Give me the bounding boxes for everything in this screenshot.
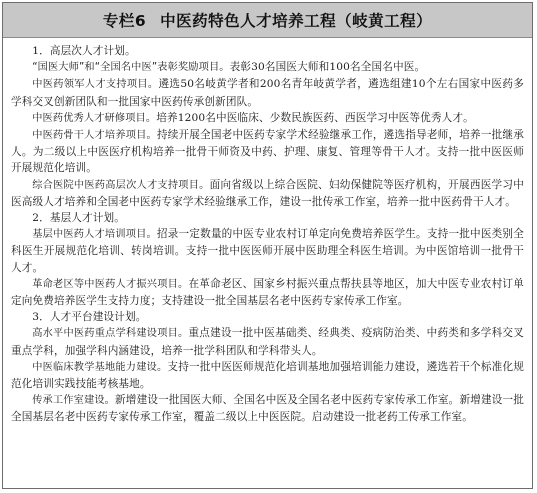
item-text: 重点建设一批中医基础类、经典类、疫病防治类、中药类和多学科交叉重点学科，加强学科内涵建设，培养一批学科团队和学科带头人。 [11, 327, 524, 357]
item-text: 面向省级以上综合医院、妇幼保健院等医疗机构，开展西医学习中医高级人才培养和全国老中医药专家学术经验继承工作，建设一批传承工作室，培养一批中医药骨干人才。 [11, 178, 524, 208]
item-lead: 综合医院中医药高层次人才支持项目。 [32, 179, 210, 191]
item-text: 新增建设一批国医大师、全国名中医及全国名老中医药专家传承工作室。新增建设一批全国基层名老中医药专家传承工作室，覆盖二级以上中医医院。启动建设一批老药工传承工作室。 [11, 394, 524, 424]
item-text: 遴选50名岐黄学者和200名青年岐黄学者，遴选组建10个左右国家中医药多学科交叉创新团队和一批国家中医药传承创新团队。 [11, 78, 524, 108]
list-item [11, 392, 524, 425]
item-lead: 革命老区等中医药人才振兴项目。 [32, 278, 189, 290]
item-text: 培养1200名中医临床、少数民族医药、西医学习中医等优秀人才。 [156, 111, 474, 124]
list-item [11, 325, 524, 358]
item-text: 表彰30名国医大师和100名全国名中医。 [229, 61, 426, 74]
section-heading: 1．高层次人才计划。 [32, 45, 136, 57]
list-item [11, 226, 524, 276]
section-heading: 3．人才平台建设计划。 [32, 311, 147, 324]
item-lead: 传承工作室建设。 [32, 395, 116, 407]
column-box [2, 2, 533, 489]
item-lead: 基层中医药人才培训项目。 [32, 229, 157, 241]
column-body [3, 38, 532, 426]
column-label: 专栏6 [102, 12, 147, 30]
list-item [11, 76, 524, 109]
list-item [11, 177, 524, 210]
item-text: 招录一定数量的中医专业农村订单定向免费培养医学生。支持一批中医类别全科医生开展规范化培训、转岗培训。支持一批中医医师开展中医助理全科医生培训。为中医馆培训一批骨干人才。 [11, 228, 524, 274]
column-header [3, 3, 532, 38]
list-item [11, 127, 524, 177]
item-lead: 中医临床教学基地能力建设。 [32, 361, 168, 373]
item-lead: 中医药优秀人才研修项目。 [32, 112, 157, 124]
list-item [11, 359, 524, 392]
item-text: 支持一批中医医师规范化培训基地加强培训能力建设，遴选若干个标准化规范化培训实践技能考核基地。 [11, 360, 524, 391]
column-title: 中医药特色人才培养工程（岐黄工程） [160, 12, 433, 30]
item-text: 在革命老区、国家乡村振兴重点帮扶县等地区，加大中医专业农村订单定向免费培养医学生支持力度；支持建设一批全国基层名老中医药专家传承工作室。 [11, 277, 524, 308]
list-item [11, 110, 524, 127]
item-text: 持续开展全国老中医药专家学术经验继承工作，遴选指导老师，培养一批继承人。为二级以上中医医疗机构培养一批骨干师资及中药、护理、康复、管理等骨干人才。支持一批中医医师开展规范化培训。 [11, 129, 524, 175]
section-heading: 2．基层人才计划。 [32, 212, 126, 225]
list-item [11, 59, 524, 76]
item-lead: 高水平中医药重点学科建设项目。 [32, 328, 189, 340]
item-lead: 中医药骨干人才培养项目。 [32, 130, 157, 142]
item-lead: 中医药领军人才支持项目。 [32, 79, 159, 91]
item-lead: “国医大师”和“全国名中医”表彰奖励项目。 [32, 62, 230, 74]
list-item [11, 276, 524, 309]
